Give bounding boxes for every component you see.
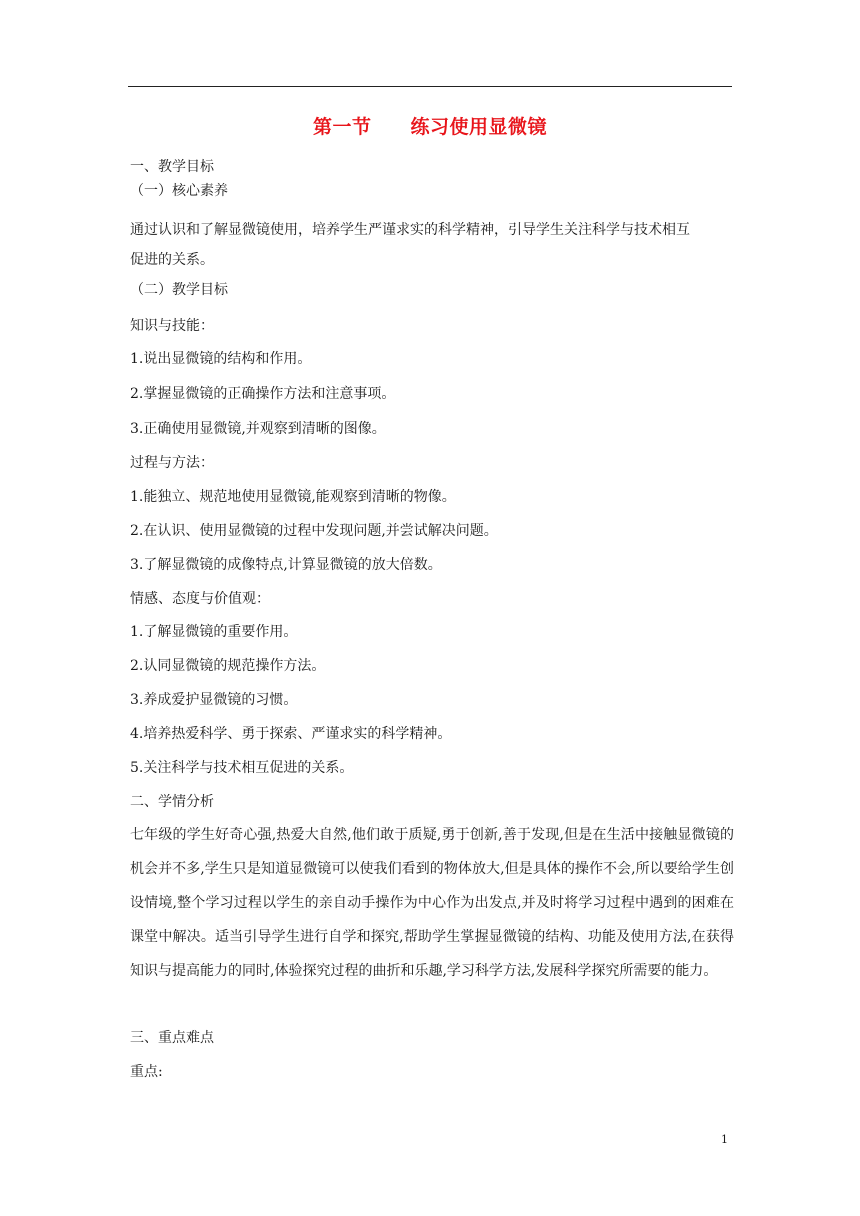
section-heading-key-points: 三、重点难点 bbox=[130, 1030, 214, 1046]
label-knowledge-skills: 知识与技能： bbox=[130, 318, 214, 334]
label-key-points: 重点: bbox=[130, 1064, 163, 1080]
label-emotion-values: 情感、态度与价值观： bbox=[130, 591, 270, 607]
list-item: 2.在认识、使用显微镜的过程中发现问题,并尝试解决问题。 bbox=[130, 523, 498, 539]
list-item: 2.认同显微镜的规范操作方法。 bbox=[130, 658, 326, 674]
analysis-paragraph: 七年级的学生好奇心强,热爱大自然,他们敢于质疑,勇于创新,善于发现,但是在生活中接触显微镜的机会并不多,学生只是知道显微镜可以使我们看到的物体放大,但是具体的操作不会,所以要给学生创设情境,整个学习过程以学生的亲自动手操作为中心作为出发点,并及时将学习过程中遇到的困难在课堂中解决。适当引导学生进行自学和探究,帮助学生掌握显微镜的结构、功能及使用方法,在获得知识与提高能力的同时,体验探究过程的曲折和乐趣,学习科学方法,发展科学探究所需要的能力。 bbox=[130, 827, 734, 979]
section-heading-goals: 一、教学目标 bbox=[130, 159, 214, 175]
core-literacy-text-line1: 通过认识和了解显微镜使用，培养学生严谨求实的科学精神，引导学生关注科学与技术相互 bbox=[130, 222, 690, 238]
list-item: 3.养成爱护显微镜的习惯。 bbox=[130, 692, 298, 708]
list-item: 1.说出显微镜的结构和作用。 bbox=[130, 351, 312, 367]
subheading-teaching-goals: （二）教学目标 bbox=[130, 282, 228, 298]
subheading-core-literacy: （一）核心素养 bbox=[130, 183, 228, 199]
list-item: 4.培养热爱科学、勇于探索、严谨求实的科学精神。 bbox=[130, 726, 452, 742]
list-item: 2.掌握显微镜的正确操作方法和注意事项。 bbox=[130, 386, 396, 402]
list-item: 1.了解显微镜的重要作用。 bbox=[130, 624, 298, 640]
page-title: 第一节 练习使用显微镜 bbox=[312, 116, 547, 138]
list-item: 5.关注科学与技术相互促进的关系。 bbox=[130, 760, 354, 776]
list-item: 1.能独立、规范地使用显微镜,能观察到清晰的物像。 bbox=[130, 489, 456, 505]
header-rule bbox=[128, 86, 732, 87]
label-process-methods: 过程与方法： bbox=[130, 455, 214, 471]
page-number: 1 bbox=[721, 1133, 728, 1146]
list-item: 3.正确使用显微镜,并观察到清晰的图像。 bbox=[130, 421, 386, 437]
list-item: 3.了解显微镜的成像特点,计算显微镜的放大倍数。 bbox=[130, 557, 442, 573]
core-literacy-text-line2: 促进的关系。 bbox=[130, 252, 214, 268]
section-heading-analysis: 二、学情分析 bbox=[130, 794, 214, 810]
